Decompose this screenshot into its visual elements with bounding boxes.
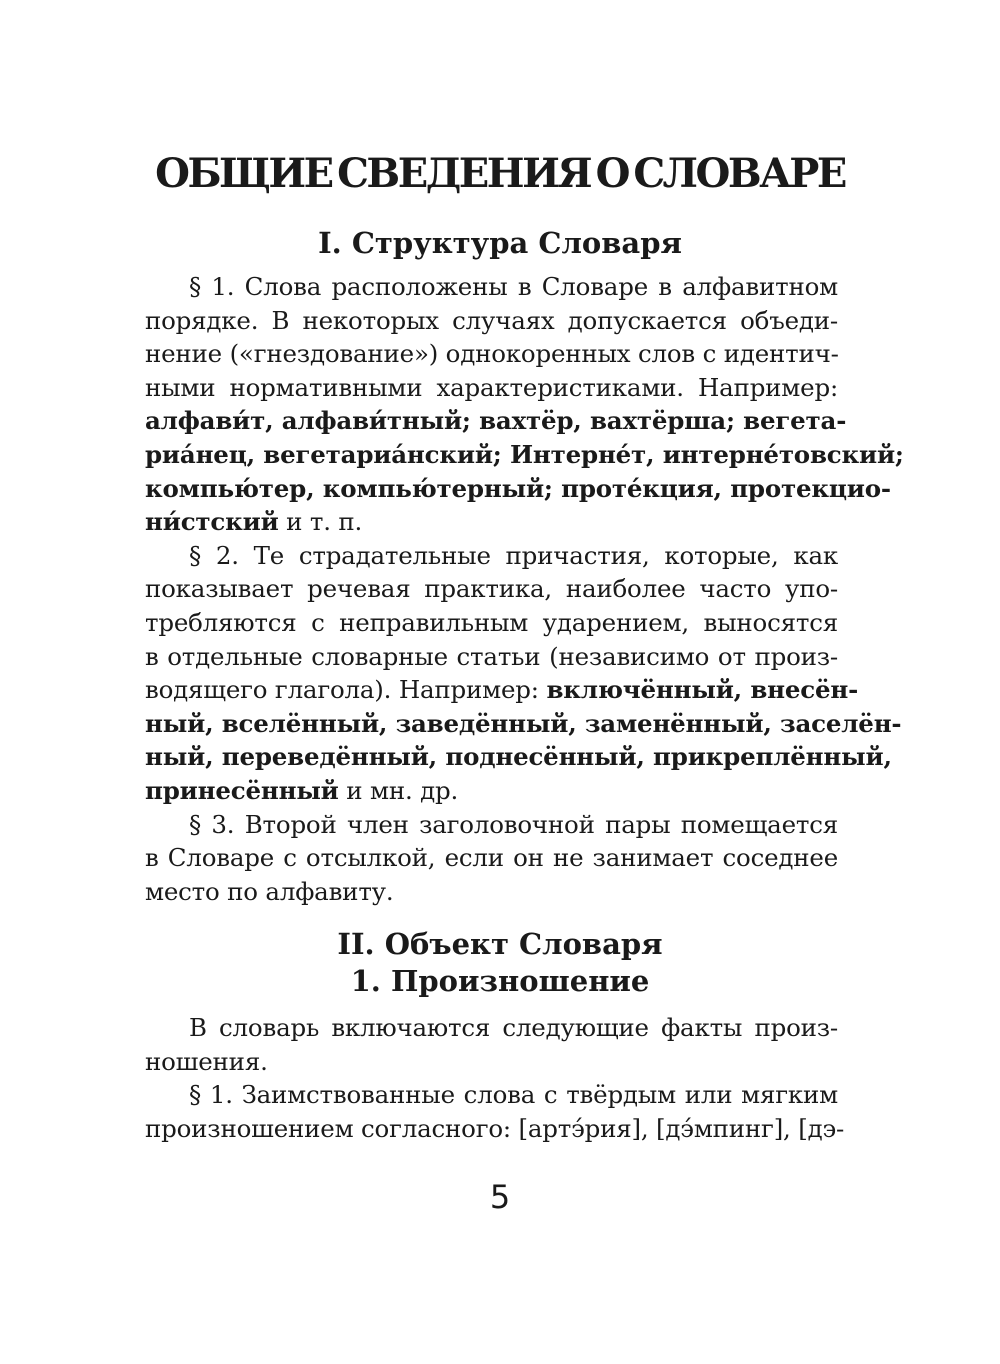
paragraph-1-line xyxy=(145,472,891,506)
paragraph-3-line: § 3. Второй член заголовочной пары помещается xyxy=(189,809,838,839)
paragraph-2-line xyxy=(145,740,892,774)
paragraph-2-line xyxy=(145,707,902,741)
text-run: водящего глагола). Например: xyxy=(145,675,547,705)
text-run: и мн. др. xyxy=(338,775,459,805)
paragraph-1-line: ными нормативными характеристиками. Например: xyxy=(145,372,838,402)
paragraph-1-line: § 1. Слова расположены в Словаре в алфавитном xyxy=(189,272,838,301)
paragraph-line: произношением согласного: [артэ́рия], [дэ́мпинг], [дэ- xyxy=(145,1113,845,1143)
section-heading-structure: I. Структура Словаря xyxy=(318,226,682,260)
paragraph-2-line xyxy=(145,774,838,808)
paragraph-3-line: в Словаре с отсылкой, если он не занимает соседнее xyxy=(145,843,838,873)
example-words: принесённый xyxy=(145,775,339,805)
paragraph-1-line: нение («гнездование») однокоренных слов с идентич- xyxy=(145,339,839,369)
text-run: и т. п. xyxy=(278,507,363,537)
example-words: ни́стский xyxy=(145,507,279,537)
section-object-body xyxy=(145,1011,845,1145)
paragraph-1-line xyxy=(145,404,847,438)
page-number: 5 xyxy=(489,1178,511,1216)
paragraph-2-line xyxy=(145,673,859,707)
intro-line: В словарь включаются следующие факты произ- xyxy=(189,1013,838,1042)
subsection-heading-pronunciation: 1. Произношение xyxy=(350,964,650,998)
paragraph-line: § 1. Заимствованные слова с твёрдым или мягким xyxy=(189,1080,838,1110)
example-words: риа́нец, вегетариа́нский; Интерне́т, интерне́товский; xyxy=(145,439,904,469)
example-words: ный, переведённый, поднесённый, прикреплённый, xyxy=(145,742,892,772)
paragraph-3-line: место по алфавиту. xyxy=(145,876,394,906)
example-words: алфави́т, алфави́тный; вахтёр, вахтёрша; вегета- xyxy=(145,406,847,436)
page-title: ОБЩИЕ СВЕДЕНИЯ О СЛОВАРЕ xyxy=(155,150,845,197)
paragraph-2-line: показывает речевая практика, наиболее часто упо- xyxy=(145,574,838,604)
section-heading-object: II. Объект Словаря xyxy=(337,927,663,961)
example-words: включённый, внесён- xyxy=(546,675,859,705)
paragraph-1-line xyxy=(145,438,904,472)
paragraph-2-line: § 2. Те страдательные причастия, которые, как xyxy=(189,540,838,570)
paragraph-1-line: порядке. В некоторых случаях допускается объеди- xyxy=(145,305,838,335)
section-structure-body xyxy=(145,270,904,908)
paragraph-2-line: требляются с неправильным ударением, выносятся xyxy=(145,607,838,637)
paragraph-2-line: в отдельные словарные статьи (независимо от произ- xyxy=(145,641,838,671)
example-words: компью́тер, компью́терный; проте́кция, протекцио- xyxy=(145,473,891,503)
example-words: ный, вселённый, заведённый, заменённый, заселён- xyxy=(145,708,902,738)
intro-line: ношения. xyxy=(145,1046,268,1076)
paragraph-1-line xyxy=(145,505,838,539)
